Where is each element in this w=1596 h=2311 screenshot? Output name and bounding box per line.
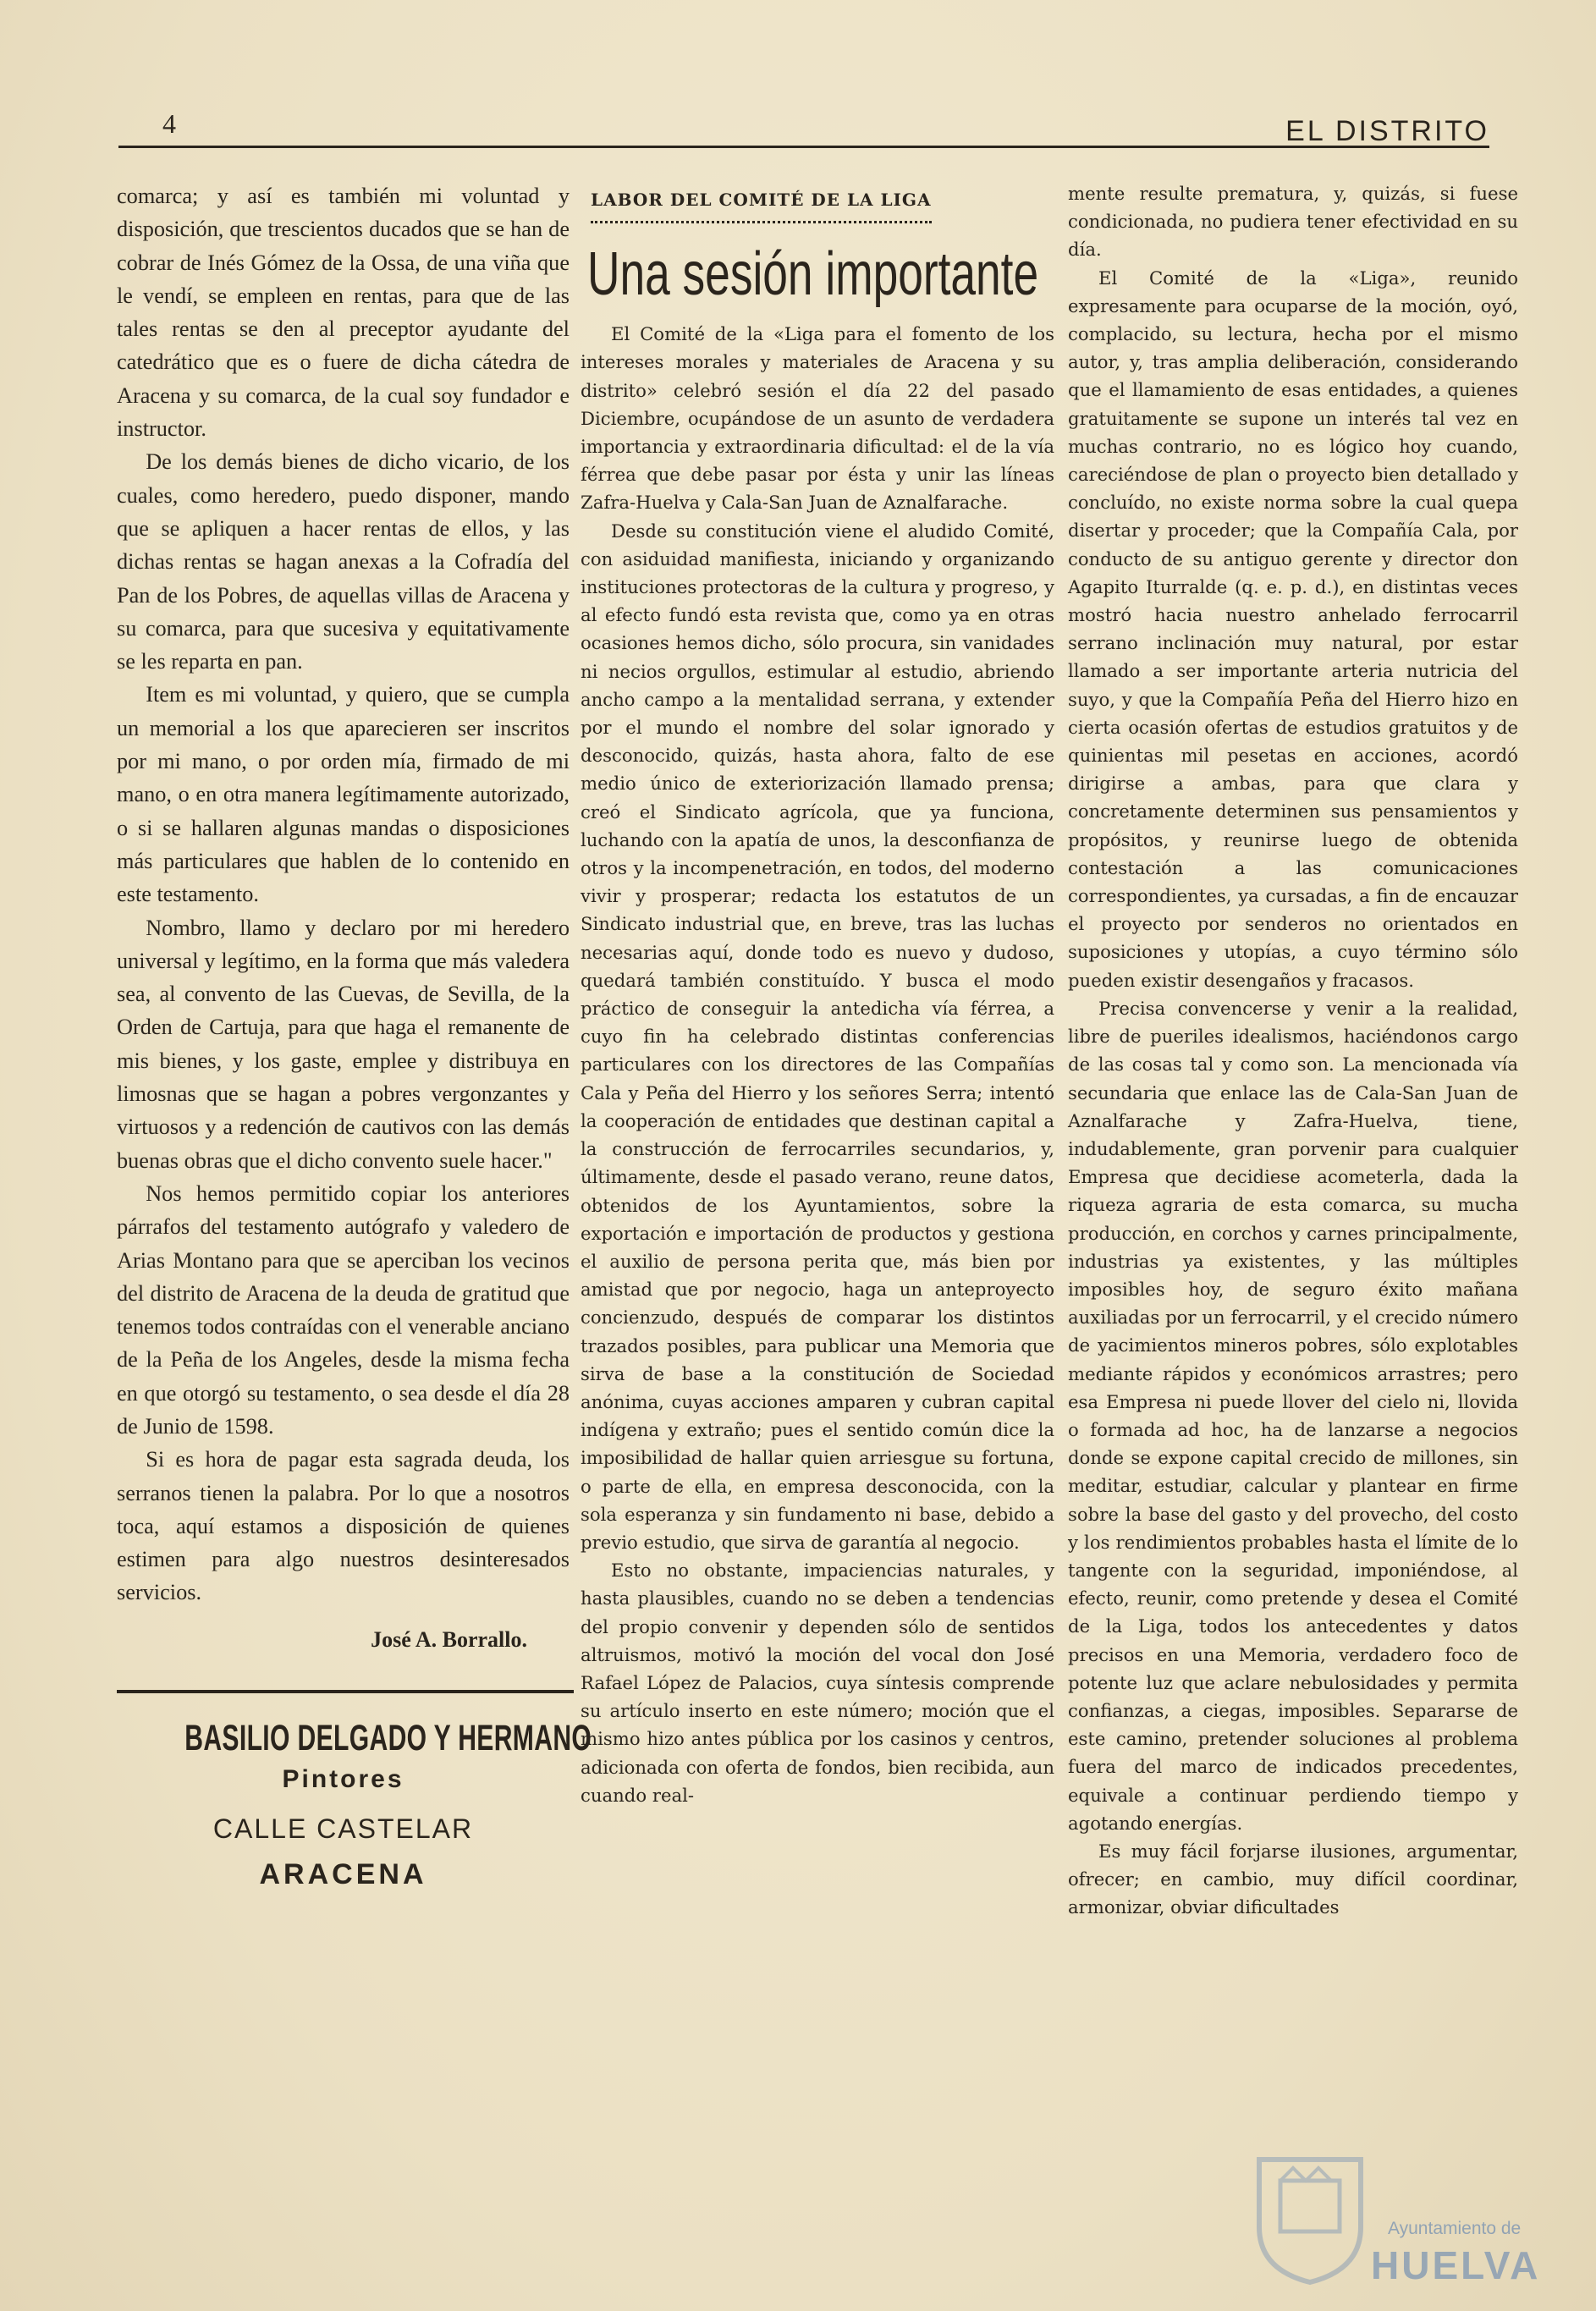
article-paragraph: El Comité de la «Liga para el fomento de los intereses morales y materiales de Aracena y su distrito» celebró sesión el día 22 del pasado Diciembre, ocupándose de un asunto de verdadera importancia y extraordinaria dificultad: el de la vía férrea que debe pasar por ésta y unir las líneas Zafra-Huelva y Cala-San Juan de Aznalfarache. bbox=[581, 323, 1054, 514]
advertisement bbox=[117, 1715, 592, 1891]
article-paragraph: Es muy fácil forjarse ilusiones, argumentar, ofrecer; en cambio, muy difícil coordinar, armonizar, obviar dificultades bbox=[1068, 1840, 1518, 1918]
article-column-middle bbox=[581, 179, 1054, 1809]
page-header bbox=[118, 108, 1489, 151]
advertisement-town: ARACENA bbox=[259, 1857, 427, 1890]
article-paragraph: Desde su constitución viene el aludido Comité, con asiduidad manifiesta, iniciando y organizando instituciones protectoras de la cultura y progreso, y al efecto fundó esta revista que, como ya en otras ocasiones hemos dicho, sólo procura, sin vanidades ni necios orgullos, estimular al estudio, abriendo ancho campo a la mentalidad serrana, y extender por el mundo el nombre del solar ignorado y desconocido, quizás, hasta ahora, falto de ese medio único de exteriorización llamado prensa; creó el Sindicato agrícola, que ya funciona, luchando con la apatía de unos, la desconfianza de otros y la incompenetración, en todos, del moderno vivir y prosperar; redacta los estatutos de un Sindicato industrial que, en breve, tras las luchas necesarias aquí, donde todo es nuevo y dudoso, quedará también constituído. Y busca el modo práctico de conseguir la antedicha vía férrea, a cuyo fin ha celebrado distintas conferencias particulares con los directores de las Compañías Cala y Peña del Hierro y los señores Serra; intentó la cooperación de entidades que destinan capital a la construcción de ferrocarriles secundarios, y, últimamente, desde el pasado verano, reune datos, obtenidos de los Ayuntamientos, sobre la exportación e importación de productos y gestiona el auxilio de persona perita que, más bien por amistad que por negocio, haga un anteproyecto concienzudo, después de comparar los distintos trazados posibles, para publicar una Memoria que sirva de base a la constitución de Sociedad anónima, cuyas acciones amparen y cubran capital indígena y extraño; pues el sentido común dice la imposibilidad de hallar quien arriesgue su fortuna, o parte de ella, en empresa desconocida, con la sola esperanza y sin fundamento ni base, debido a previo estudio, que sirva de garantía al negocio. bbox=[581, 520, 1054, 1553]
advertisement-rule bbox=[117, 1690, 574, 1693]
left-column bbox=[117, 179, 592, 1891]
author-signature: José A. Borrallo. bbox=[371, 1626, 527, 1652]
left-paragraph: Nos hemos permitido copiar los anteriores párrafos del testamento autógrafo y valedero de Arias Montano para que se aperciban los vecinos del distrito de Aracena de la deuda de gratitud que tenemos todos contraídas con el venerable anciano de la Peña de los Angeles, desde la misma fecha en que otorgó su testamento, o sea desde el día 28 de Junio de 1598. bbox=[117, 1180, 570, 1439]
advertisement-street: CALLE CASTELAR bbox=[212, 1813, 474, 1845]
article-paragraph: mente resulte prematura, y, quizás, si fuese condicionada, no pudiera tener efectividad en su día. bbox=[1068, 183, 1518, 261]
article-column-right bbox=[1068, 179, 1518, 1922]
watermark-city: HUELVA bbox=[1371, 2243, 1541, 2287]
header-rule bbox=[118, 146, 1489, 148]
city-seal-icon bbox=[1251, 2143, 1369, 2286]
masthead-title: EL DISTRITO bbox=[1285, 115, 1489, 147]
article-kicker: LABOR DEL COMITÉ DE LA LIGA bbox=[591, 186, 932, 223]
advertisement-trade: Pintores bbox=[282, 1765, 405, 1794]
page-number: 4 bbox=[162, 108, 176, 139]
watermark-caption: Ayuntamiento de bbox=[1388, 2219, 1522, 2238]
article-paragraph: Precisa convencerse y venir a la realidad, libre de pueriles idealismos, haciéndonos cargo de las cosas tal y como son. La mencionada vía secundaria que enlace las de Cala-San Juan de Aznalfarache y Zafra-Huelva, tiene, indudablemente, gran porvenir para cualquier Empresa que decidiese acometerla, dada la riqueza agraria de esta comarca, su mucha producción, en corchos y carnes principalmente, industrias ya existentes, y las múltiples imposibles hoy, de seguro éxito mañana auxiliadas por un ferrocarril, y el crecido número de yacimientos mineros pobres, sólo explotables mediante rápidos y económicos arrastres; pero esa Empresa ni puede llover del cielo ni, llovida o formada ad hoc, ha de lanzarse a negocios donde se expone capital crecido de millones, sin meditar, estudiar, calcular y plantear en firme sobre la base del gasto y del provecho, del costo y los rendimientos probables hasta el límite de lo tangente con la seguridad, imponiéndose, al efecto, reunir, como pretende y desea el Comité de la Liga, todos los antecedentes y datos precisos en una Memoria, verdadero foco de potente luz que aclare nebulosidades y permita confianzas, a ciegas, imposibles. Separarse de este camino, pretender soluciones al problema fuera del marco de indicados precedentes, equivale a continuar perdiendo tiempo y agotando energías. bbox=[1068, 997, 1518, 1834]
left-paragraph: Item es mi voluntad, y quiero, que se cumpla un memorial a los que aparecieren ser inscritos por mi mano, o por orden mía, firmado de mi mano, o en otra manera legítimamente autorizado, o si se hallaren algunas mandas o disposiciones más particulares que hablen de lo contenido en este testamento. bbox=[117, 682, 570, 907]
left-paragraph: De los demás bienes de dicho vicario, de los cuales, como heredero, puedo disponer, mando que se apliquen a hacer rentas de ellos, y las dichas rentas se hagan anexas a la Cofradía del Pan de los Pobres, de aquellas villas de Aracena y su comarca, para que sucesiva y equitativamente se les reparta en pan. bbox=[117, 449, 570, 674]
article-paragraph: Esto no obstante, impaciencias naturales, y hasta plausibles, cuando no se deben a tendencias del propio convenir y dependen sólo de sentidos altruismos, motivó la moción del vocal don José Rafael López de Palacios, cuya síntesis comprende su artículo inserto en este número; moción que el mismo hizo antes pública por los casinos y centros, adicionada con oferta de fondos, bien recibida, aun cuando real- bbox=[581, 1560, 1054, 1806]
left-paragraph: Si es hora de pagar esta sagrada deuda, los serranos tienen la palabra. Por lo que a nosotros toca, aquí estamos a disposición de quienes estimen para algo nuestros desinteresados servicios. bbox=[117, 1447, 570, 1605]
left-paragraph: comarca; y así es también mi voluntad y disposición, que trescientos ducados que se han de cobrar de Inés Gómez de la Ossa, de una viña que le vendí, se empleen en rentas, para que de las tales rentas se den al preceptor ayudante del catedrático que es o fuere de dicha cátedra de Aracena y su comarca, de la cual soy fundador e instructor. bbox=[117, 184, 570, 442]
article-headline: Una sesión importante bbox=[587, 240, 1039, 309]
advertisement-firm: BASILIO DELGADO Y HERMANO bbox=[184, 1718, 592, 1759]
article-paragraph: El Comité de la «Liga», reunido expresamente para ocuparse de la moción, oyó, complacido, su lectura, hecha por el mismo autor, y, tras amplia deliberación, considerando que el llamamiento de esas entidades, a quienes gratuitamente se supone un interés tal vez en muchas contrario, no es lógico hoy cuando, careciéndose de plan o proyecto bien detallado y concluído, no existe norma sobre la cual quepa disertar y proceder; que la Compañía Cala, por conducto de su antiguo gerente y director don Agapito Iturralde (q. e. p. d.), en distintas veces mostró hacia nuestro anhelado ferrocarril serrano inclinación muy natural, por estar llamado a ser importante arteria nutricia del suyo, y que la Compañía Peña del Hierro hizo en cierta ocasión ofertas de estudios gratuitos y de quinientas mil pesetas en acciones, acordó dirigirse a ambas, para que clara y concretamente determinen sus pensamientos y propósitos, y reunirse luego de obtenida contestación a las comunicaciones correspondientes, ya cursadas, a fin de encauzar el proyecto por senderos no orientados en suposiciones y utopías, a cuyo término sólo pueden existir desengaños y fracasos. bbox=[1068, 267, 1518, 991]
left-paragraph: Nombro, llamo y declaro por mi heredero universal y legítimo, en la forma que más valedera sea, al convento de las Cuevas, de Sevilla, de la Orden de Cartuja, para que haga el remanente de mis bienes, y los gaste, emplee y distribuya en limosnas que se hagan a pobres vergonzantes y virtuosos y a redención de cautivos con las demás buenas obras que el dicho convento suele hacer." bbox=[117, 915, 570, 1173]
